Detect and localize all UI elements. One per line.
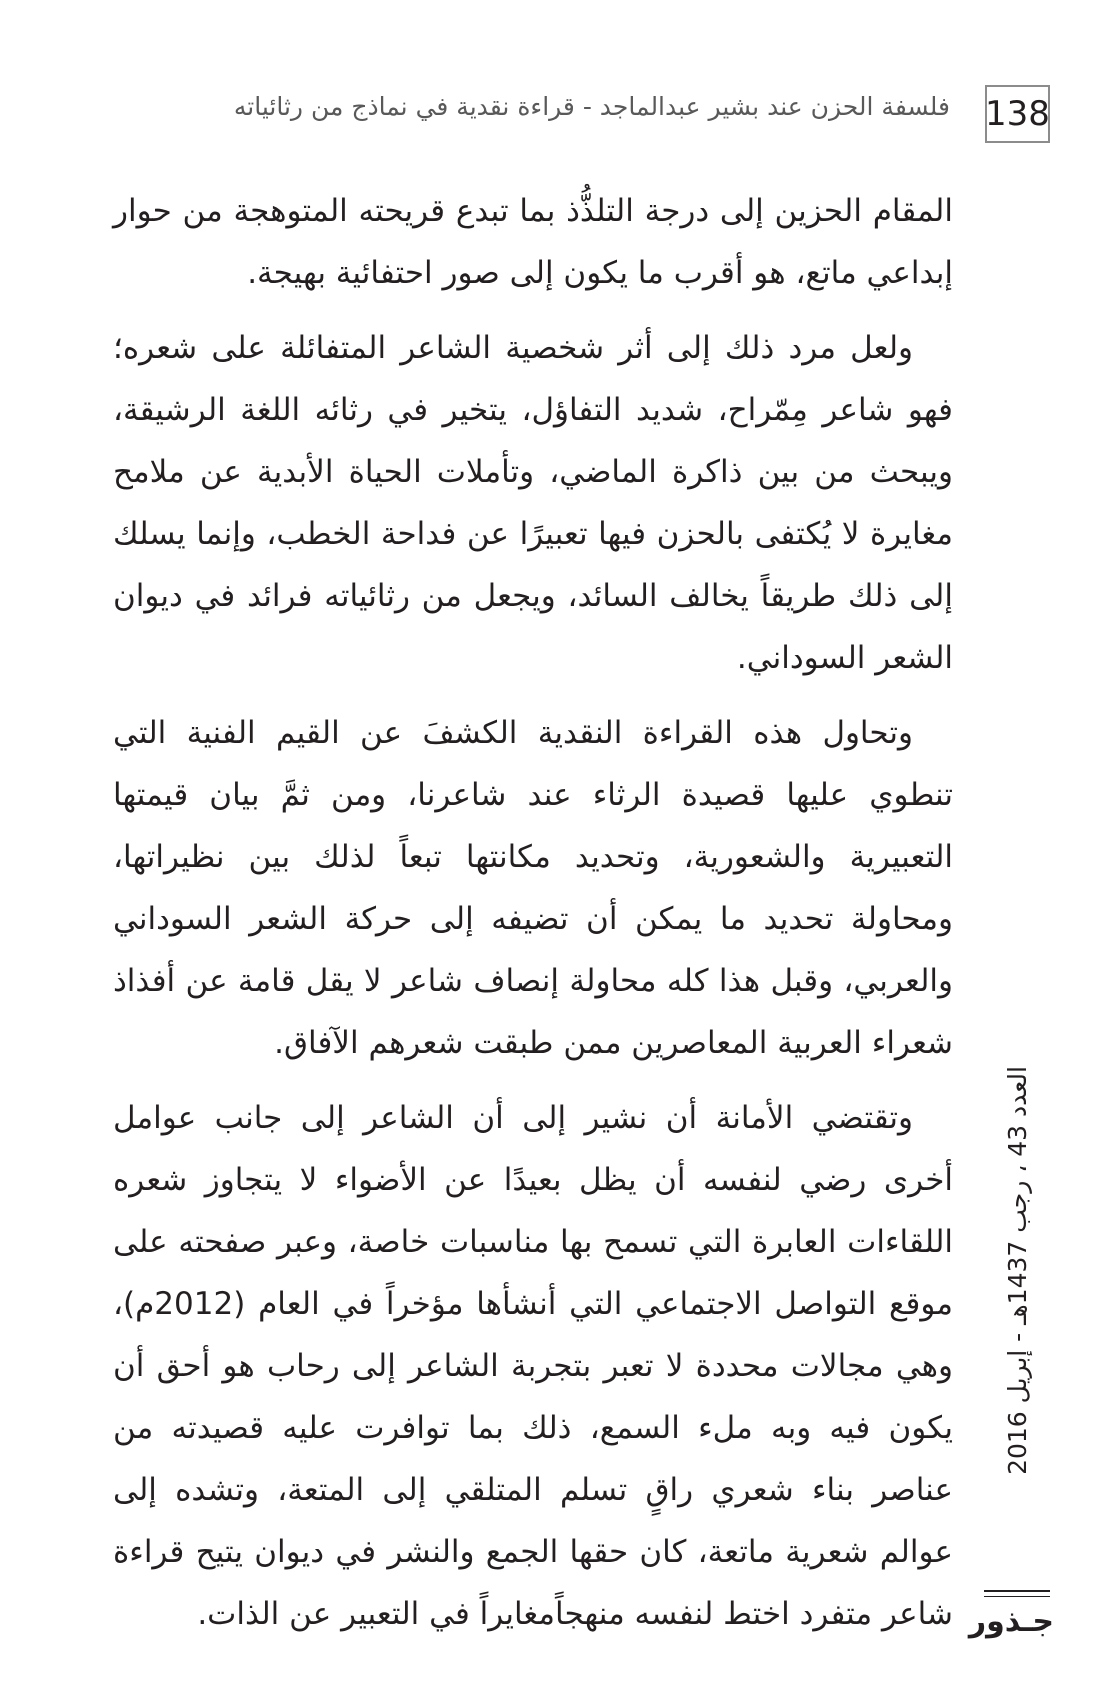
footer-rule-thin	[984, 1596, 1050, 1597]
page-number: 138	[985, 85, 1050, 143]
journal-logo: جـذور	[968, 1604, 1054, 1639]
issue-info-vertical	[1000, 1010, 1034, 1530]
article-body	[113, 180, 953, 1658]
issue-info-text: العدد 43 ، رجب 1437هـ - إبريل 2016	[1002, 1065, 1032, 1475]
paragraph-4: وتقتضي الأمانة أن نشير إلى أن الشاعر إلى جانب عوامل أخرى رضي لنفسه أن يظل بعيدًا عن الأضواء لا يتجاوز شعره اللقاءات العابرة التي تسمح بها مناسبات خاصة، وعبر صفحته على موقع التواصل الاجتماعي التي أنشأها مؤخراً في العام (2012م)، وهي مجالات محددة لا تعبر بتجربة الشاعر إلى رحاب هو أحق أن يكون فيه وبه ملء السمع، ذلك بما توافرت عليه قصيدته من عناصر بناء شعري راقٍ تسلم المتلقي إلى المتعة، وتشده إلى عوالم شعرية ماتعة، كان حقها الجمع والنشر في ديوان يتيح قراءة شاعر متفرد اختط لنفسه منهجاًمغايراً في التعبير عن الذات.	[113, 1100, 953, 1632]
paragraph-1: المقام الحزين إلى درجة التلذُّذ بما تبدع قريحته المتوهجة من حوار إبداعي ماتع، هو أقرب ما يكون إلى صور احتفائية بهيجة.	[113, 193, 953, 291]
paragraph-2: ولعل مرد ذلك إلى أثر شخصية الشاعر المتفائلة على شعره؛ فهو شاعر مِمّراح، شديد التفاؤل، يتخير في رثائه اللغة الرشيقة، ويبحث من بين ذاكرة الماضي، وتأملات الحياة الأبدية عن ملامح مغايرة لا يُكتفى بالحزن فيها تعبيرًا عن فداحة الخطب، وإنما يسلك إلى ذلك طريقاً يخالف السائد، ويجعل من رثائياته فرائد في ديوان الشعر السوداني.	[113, 330, 953, 676]
footer-rule	[984, 1590, 1050, 1592]
paragraph-3: وتحاول هذه القراءة النقدية الكشفَ عن القيم الفنية التي تنطوي عليها قصيدة الرثاء عند شاعرنا، ومن ثمَّ بيان قيمتها التعبيرية والشعورية، وتحديد مكانتها تبعاً لذلك بين نظيراتها، ومحاولة تحديد ما يمكن أن تضيفه إلى حركة الشعر السوداني والعربي، وقبل هذا كله محاولة إنصاف شاعر لا يقل قامة عن أفذاذ شعراء العربية المعاصرين ممن طبقت شعرهم الآفاق.	[113, 715, 953, 1061]
running-title: فلسفة الحزن عند بشير عبدالماجد - قراءة نقدية في نماذج من رثائياته	[233, 92, 950, 121]
